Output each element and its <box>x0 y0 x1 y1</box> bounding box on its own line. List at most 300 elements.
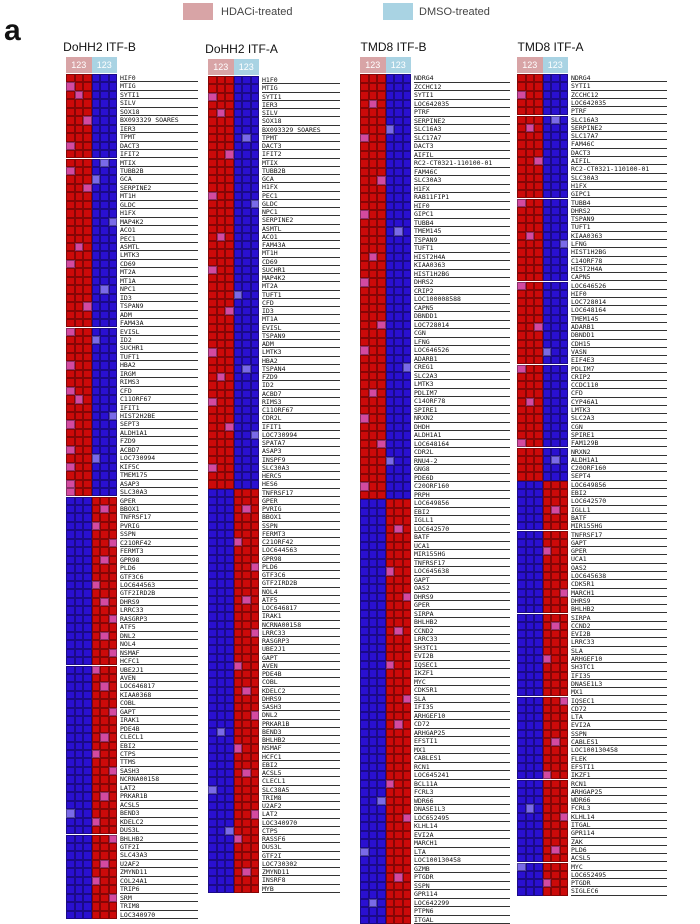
heatmap-cell <box>551 365 560 373</box>
heatmap-cell <box>234 150 243 158</box>
gene-label: MYC <box>414 678 510 687</box>
heatmap-cell <box>242 497 251 505</box>
heatmap-cell <box>526 871 535 879</box>
heatmap-cell <box>386 882 395 891</box>
heatmap-cell <box>377 295 386 304</box>
heatmap-cell <box>360 380 369 389</box>
heatmap-cell <box>560 804 569 812</box>
heatmap-cell <box>92 175 101 183</box>
heatmap-cell <box>109 725 118 733</box>
heatmap-cell <box>75 133 84 141</box>
heatmap-cell <box>242 200 251 208</box>
heatmap-cell <box>75 285 84 293</box>
heatmap-cell <box>403 83 412 92</box>
heatmap-cell <box>560 755 569 763</box>
gene-label: KDELC2 <box>120 818 198 826</box>
heatmap-cell <box>543 373 552 381</box>
heatmap-cell <box>217 175 226 183</box>
heatmap-cell <box>92 885 101 893</box>
heatmap-cell <box>92 623 101 631</box>
heatmap-cell <box>543 331 552 339</box>
heatmap-cell <box>534 597 543 605</box>
gene-label: ATF5 <box>262 596 340 604</box>
heatmap-cell <box>100 801 109 809</box>
heatmap-cell <box>251 530 260 538</box>
heatmap-cell <box>526 215 535 223</box>
heatmap-cell <box>369 253 378 262</box>
heatmap-cell <box>560 489 569 497</box>
heatmap-cell <box>534 74 543 82</box>
heatmap-cell <box>75 505 84 513</box>
gene-label: GTF3C6 <box>120 573 198 581</box>
gene-label: MT1H <box>262 249 340 257</box>
heatmap-cell <box>100 277 109 285</box>
gene-label: SLA <box>414 695 510 704</box>
heatmap-cell <box>92 894 101 902</box>
heatmap-cell <box>534 423 543 431</box>
heatmap-cell <box>560 871 569 879</box>
gene-label: TUFT1 <box>571 223 667 231</box>
heatmap-cell <box>225 126 234 134</box>
heatmap-cell <box>75 902 84 910</box>
gene-label: SLC30A3 <box>262 464 340 472</box>
heatmap-cell <box>75 99 84 107</box>
heatmap-cell <box>66 877 75 885</box>
heatmap-cell <box>369 270 378 279</box>
heatmap-cell <box>369 134 378 143</box>
heatmap-cell <box>83 378 92 386</box>
gene-label: H1FX <box>262 183 340 191</box>
heatmap-cell <box>551 348 560 356</box>
gene-label: GAPT <box>262 654 340 662</box>
heatmap-cell <box>100 860 109 868</box>
heatmap-cell <box>92 615 101 623</box>
heatmap-cell <box>208 505 217 513</box>
heatmap-cell <box>403 550 412 559</box>
heatmap-cell <box>92 108 101 116</box>
heatmap-cell <box>543 439 552 447</box>
heatmap-cell <box>517 306 526 314</box>
heatmap-cell <box>517 456 526 464</box>
heatmap-cell <box>369 151 378 160</box>
heatmap-cell <box>242 447 251 455</box>
heatmap-cell <box>109 412 118 420</box>
heatmap-cell <box>369 491 378 500</box>
heatmap-cell <box>208 761 217 769</box>
gene-label: SYTI1 <box>120 91 198 99</box>
heatmap-cell <box>377 720 386 729</box>
heatmap-cell <box>75 851 84 859</box>
heatmap-cell <box>551 763 560 771</box>
heatmap-cell <box>242 588 251 596</box>
heatmap-cell <box>517 854 526 862</box>
heatmap-cell <box>534 381 543 389</box>
heatmap-cell <box>83 868 92 876</box>
gene-label: LAT2 <box>262 810 340 818</box>
heatmap-cell <box>234 324 243 332</box>
heatmap-cell <box>517 331 526 339</box>
gene-label: SLC38A5 <box>262 786 340 794</box>
heatmap-cell <box>83 564 92 572</box>
heatmap-cell <box>551 182 560 190</box>
heatmap-cell <box>66 184 75 192</box>
heatmap-cell <box>403 831 412 840</box>
heatmap-cell <box>242 596 251 604</box>
heatmap-cell <box>66 699 75 707</box>
heatmap-cell <box>534 265 543 273</box>
gene-label: ADARB1 <box>571 323 667 331</box>
heatmap-cell <box>526 555 535 563</box>
heatmap-cell <box>242 530 251 538</box>
heatmap-cell <box>543 539 552 547</box>
heatmap-cell <box>403 100 412 109</box>
heatmap-cell <box>534 605 543 613</box>
heatmap-cell <box>225 348 234 356</box>
gene-label: RASGRP3 <box>120 615 198 623</box>
heatmap-cell <box>251 827 260 835</box>
gene-label: LOC649856 <box>414 499 510 508</box>
heatmap-cell <box>386 797 395 806</box>
gene-label: INSPF9 <box>262 456 340 464</box>
heatmap-cell <box>225 208 234 216</box>
gene-label: TMEM175 <box>120 471 198 479</box>
heatmap-cell <box>251 703 260 711</box>
heatmap-cell <box>92 209 101 217</box>
heatmap-cell <box>560 721 569 729</box>
heatmap-cell <box>242 126 251 134</box>
heatmap-cell <box>66 758 75 766</box>
gene-label: DNL2 <box>262 711 340 719</box>
heatmap-cell <box>560 680 569 688</box>
heatmap-cell <box>234 291 243 299</box>
heatmap-cell <box>534 829 543 837</box>
heatmap-cell <box>75 801 84 809</box>
heatmap-cell <box>208 464 217 472</box>
heatmap-cell <box>360 882 369 891</box>
heatmap-cell <box>360 261 369 270</box>
heatmap-cell <box>369 278 378 287</box>
heatmap-cell <box>75 454 84 462</box>
heatmap-cell <box>234 596 243 604</box>
heatmap-cell <box>526 638 535 646</box>
gene-label: IRGM <box>120 370 198 378</box>
heatmap-cell <box>92 792 101 800</box>
heatmap-cell <box>360 338 369 347</box>
heatmap-cell <box>92 218 101 226</box>
heatmap-cell <box>217 794 226 802</box>
gene-label: ASAP3 <box>262 447 340 455</box>
gene-label: LFNG <box>571 240 667 248</box>
heatmap-cell <box>551 157 560 165</box>
heatmap-cell <box>66 437 75 445</box>
heatmap-cell <box>360 822 369 831</box>
heatmap-cell <box>225 489 234 497</box>
heatmap-cell <box>369 703 378 712</box>
heatmap-cell <box>109 150 118 158</box>
heatmap-cell <box>100 311 109 319</box>
gene-label: PRPH <box>414 491 510 500</box>
heatmap-cell <box>551 887 560 895</box>
heatmap-cell <box>66 395 75 403</box>
heatmap-cell <box>403 635 412 644</box>
gene-label: TNFRSF17 <box>262 489 340 497</box>
heatmap-cell <box>92 649 101 657</box>
heatmap-cell <box>109 294 118 302</box>
gene-label: LOC642035 <box>571 99 667 107</box>
heatmap-cell <box>517 389 526 397</box>
heatmap-cell <box>75 682 84 690</box>
heatmap-cell <box>92 835 101 843</box>
gene-label: U2AF2 <box>120 860 198 868</box>
gene-label: EBI2 <box>120 742 198 750</box>
heatmap-cell <box>369 440 378 449</box>
heatmap-cell <box>369 117 378 126</box>
gene-label: ALDH1A1 <box>120 429 198 437</box>
gene-label: NRXN2 <box>414 414 510 423</box>
heatmap-cell <box>83 226 92 234</box>
heatmap-cell <box>234 588 243 596</box>
heatmap-cell <box>75 792 84 800</box>
heatmap-cell <box>242 183 251 191</box>
heatmap-cell <box>217 860 226 868</box>
heatmap-cell <box>242 480 251 488</box>
heatmap-cell <box>242 579 251 587</box>
heatmap-cell <box>100 598 109 606</box>
heatmap-cell <box>66 682 75 690</box>
heatmap-cell <box>560 846 569 854</box>
heatmap-cell <box>551 207 560 215</box>
heatmap-cell <box>66 530 75 538</box>
heatmap-cell <box>217 274 226 282</box>
heatmap-cell <box>251 414 260 422</box>
heatmap-cell <box>251 513 260 521</box>
heatmap-cell <box>83 581 92 589</box>
gene-label: LOC730994 <box>120 454 198 462</box>
heatmap-cell <box>386 601 395 610</box>
heatmap-cell <box>403 669 412 678</box>
gene-label: TUFT1 <box>262 291 340 299</box>
heatmap-cell <box>225 711 234 719</box>
heatmap-cell <box>83 902 92 910</box>
heatmap-cell <box>369 414 378 423</box>
gene-label: LMTK3 <box>414 380 510 389</box>
heatmap-cell <box>517 738 526 746</box>
heatmap-cell <box>100 404 109 412</box>
heatmap-cell <box>377 176 386 185</box>
heatmap-cell <box>526 223 535 231</box>
heatmap-cell <box>543 456 552 464</box>
heatmap-cell <box>394 899 403 908</box>
heatmap-cell <box>66 277 75 285</box>
heatmap-cell <box>217 711 226 719</box>
heatmap-cell <box>394 363 403 372</box>
heatmap-cell <box>360 491 369 500</box>
gene-label: ARHGEF10 <box>571 655 667 663</box>
heatmap-cell <box>251 200 260 208</box>
heatmap-cell <box>560 315 569 323</box>
heatmap-cell <box>217 282 226 290</box>
heatmap-cell <box>534 240 543 248</box>
heatmap-cell <box>242 662 251 670</box>
heatmap-cell <box>66 235 75 243</box>
heatmap-cell <box>100 708 109 716</box>
heatmap-cell <box>234 802 243 810</box>
heatmap-cell <box>92 547 101 555</box>
heatmap-cell <box>386 907 395 916</box>
heatmap-cell <box>517 398 526 406</box>
heatmap-cell <box>234 786 243 794</box>
heatmap-cell <box>560 829 569 837</box>
heatmap-cell <box>369 635 378 644</box>
heatmap-cell <box>517 232 526 240</box>
heatmap-cell <box>217 662 226 670</box>
heatmap-cell <box>403 729 412 738</box>
heatmap-cell <box>526 389 535 397</box>
heatmap-cell <box>534 680 543 688</box>
heatmap-cell <box>360 550 369 559</box>
heatmap-cell <box>217 670 226 678</box>
gene-label: CRIP2 <box>414 287 510 296</box>
heatmap-cell <box>242 216 251 224</box>
gene-label: ATF5 <box>120 623 198 631</box>
heatmap-cell <box>517 423 526 431</box>
heatmap-cell <box>403 771 412 780</box>
heatmap-cell <box>66 378 75 386</box>
heatmap-cell <box>386 499 395 508</box>
heatmap-cell <box>225 249 234 257</box>
heatmap-cell <box>386 363 395 372</box>
heatmap-cell <box>394 108 403 117</box>
heatmap-cell <box>403 610 412 619</box>
heatmap-cell <box>534 414 543 422</box>
heatmap-cell <box>208 695 217 703</box>
heatmap-cell <box>369 542 378 551</box>
heatmap-cell <box>526 456 535 464</box>
gene-label: LOC646817 <box>262 604 340 612</box>
heatmap-cell <box>92 573 101 581</box>
heatmap-cell <box>377 856 386 865</box>
heatmap-cell <box>217 208 226 216</box>
heatmap-cell <box>551 854 560 862</box>
heatmap-cell <box>551 340 560 348</box>
gene-label: SOX18 <box>262 117 340 125</box>
heatmap-cell <box>109 513 118 521</box>
heatmap-cell <box>66 632 75 640</box>
gene-label: GZMB <box>414 865 510 874</box>
gene-label: LOC100130458 <box>414 856 510 865</box>
gene-label: SLC2A3 <box>571 414 667 422</box>
heatmap-cell <box>208 538 217 546</box>
heatmap-cell <box>560 796 569 804</box>
heatmap-cell <box>543 788 552 796</box>
heatmap-cell <box>66 420 75 428</box>
heatmap-cell <box>386 355 395 364</box>
heatmap-cell <box>543 406 552 414</box>
heatmap-cell <box>543 780 552 788</box>
heatmap-cell <box>109 446 118 454</box>
heatmap-cell <box>75 311 84 319</box>
heatmap-cell <box>534 630 543 638</box>
heatmap-cell <box>83 530 92 538</box>
heatmap-cell <box>242 365 251 373</box>
heatmap-cell <box>242 266 251 274</box>
gene-label: RASGRP3 <box>262 637 340 645</box>
heatmap-cell <box>109 606 118 614</box>
heatmap-cell <box>551 489 560 497</box>
heatmap-cell <box>92 851 101 859</box>
heatmap-cell <box>234 885 243 893</box>
heatmap-cell <box>534 887 543 895</box>
heatmap-cell <box>543 323 552 331</box>
heatmap-cell <box>403 848 412 857</box>
heatmap-cell <box>543 414 552 422</box>
heatmap-cell <box>92 243 101 251</box>
heatmap-cell <box>360 312 369 321</box>
heatmap-cell <box>369 185 378 194</box>
heatmap-cell <box>386 635 395 644</box>
heatmap-cell <box>217 258 226 266</box>
heatmap-cell <box>242 860 251 868</box>
heatmap-cell <box>100 699 109 707</box>
heatmap-cell <box>360 899 369 908</box>
heatmap-cell <box>360 91 369 100</box>
heatmap-cell <box>526 796 535 804</box>
heatmap-cell <box>534 572 543 580</box>
heatmap-cell <box>251 249 260 257</box>
heatmap-cell <box>551 481 560 489</box>
gene-label: RIMS3 <box>120 378 198 386</box>
heatmap-cell <box>517 580 526 588</box>
heatmap-cell <box>543 672 552 680</box>
heatmap-cell <box>526 472 535 480</box>
heatmap-cell <box>242 645 251 653</box>
gene-label: CTPS <box>120 750 198 758</box>
heatmap-cell <box>526 107 535 115</box>
heatmap-cell <box>560 331 569 339</box>
heatmap-cell <box>526 680 535 688</box>
heatmap-cell <box>217 703 226 711</box>
heatmap-cell <box>225 786 234 794</box>
heatmap-cell <box>386 448 395 457</box>
heatmap-cell <box>100 674 109 682</box>
gene-label: CTPS <box>262 827 340 835</box>
heatmap-cell <box>242 439 251 447</box>
heatmap-cell <box>369 831 378 840</box>
heatmap-cell <box>234 538 243 546</box>
heatmap-cell <box>526 174 535 182</box>
heatmap-cell <box>251 439 260 447</box>
gene-label: LAT2 <box>120 784 198 792</box>
heatmap-cell <box>543 738 552 746</box>
gene-label: SOX18 <box>120 108 198 116</box>
heatmap-cell <box>225 183 234 191</box>
heatmap-cell <box>386 652 395 661</box>
heatmap-cell <box>560 365 569 373</box>
heatmap-cell <box>251 233 260 241</box>
heatmap-cell <box>242 464 251 472</box>
heatmap-cell <box>208 398 217 406</box>
gene-label: DHRS9 <box>120 598 198 606</box>
heatmap-cell <box>75 666 84 674</box>
heatmap-cell <box>377 899 386 908</box>
gene-label: ID2 <box>120 336 198 344</box>
heatmap-cell <box>534 614 543 622</box>
gene-label: SLC17A7 <box>414 134 510 143</box>
heatmap-cell <box>560 763 569 771</box>
heatmap-cell <box>560 555 569 563</box>
gene-label: MT1A <box>120 277 198 285</box>
heatmap-cell <box>83 184 92 192</box>
